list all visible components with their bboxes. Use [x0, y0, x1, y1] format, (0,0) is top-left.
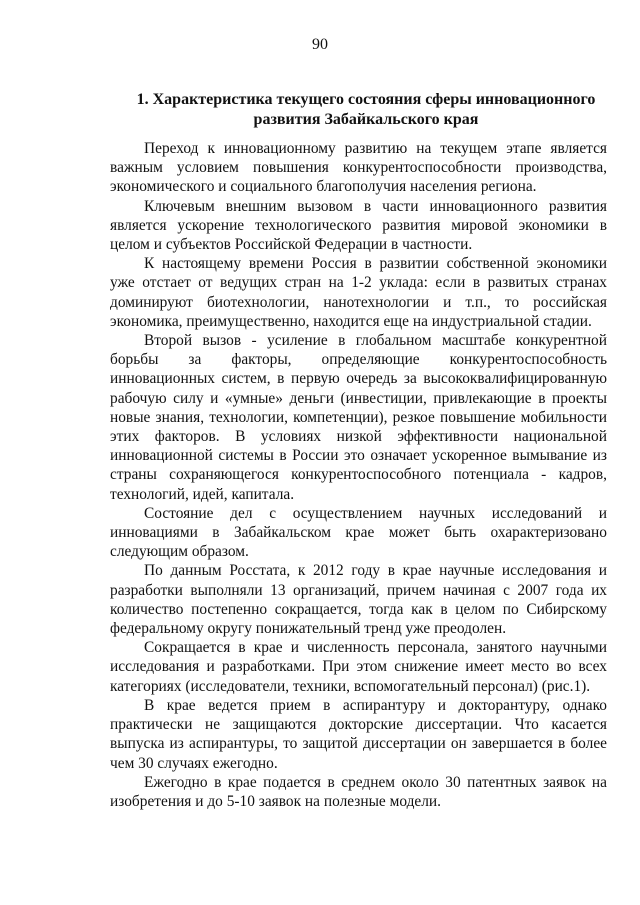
- paragraph-3: К настоящему времени Россия в развитии собственной экономики уже отстает от ведущих стран на 1-2 уклада: если в развитых странах доминируют биотехнологии, нанотехнологии и т.п., то российская экономика, преимущественно, находится еще на индустриальной стадии.: [110, 255, 607, 330]
- paragraph-6: По данным Росстата, к 2012 году в крае научные исследования и разработки выполняли 13 организаций, причем начиная с 2007 года их количество постепенно сокращается, тогда как в целом по Сибирскому федеральному округу понижательный тренд уже преодолен.: [110, 562, 607, 638]
- paragraph-5: Состояние дел с осуществлением научных исследований и инновациями в Забайкальском крае может быть охарактеризовано следующим образом.: [110, 504, 607, 561]
- paragraph-1: Переход к инновационному развитию на текущем этапе является важным условием повышения конкурентоспособности производства, экономического и социального благополучия населения региона.: [110, 140, 607, 196]
- paragraph-7: Сокращается в крае и численность персонала, занятого научными исследования и разработками. При этом снижение имеет место во всех категориях (исследователи, техники, вспомогательный персонал) (рис.1).: [110, 639, 607, 695]
- paragraph-2: Ключевым внешним вызовом в части инновационного развития является ускорение технологического развития мировой экономики в целом и субъектов Российской Федерации в частности.: [110, 197, 607, 254]
- body-text: [110, 139, 607, 811]
- section-heading-line-2: развития Забайкальского края: [253, 111, 479, 128]
- paragraph-4: Второй вызов - усиление в глобальном масштабе конкурентной борьбы за факторы, определяющие конкурентоспособность инновационных систем, в первую очередь за высококвалифицированную рабочую силу и «умные» деньги (инвестиции, привлекающие в проекты новые знания, технологии, компетенции), резкое повышение мобильности этих факторов. В условиях низкой эффективности национальной инновационной системы в России это означает ускоренное вымывание из страны сохраняющегося конкурентоспособного потенциала - кадров, технологий, идей, капитала.: [110, 332, 607, 503]
- paragraph-9: Ежегодно в крае подается в среднем около 30 патентных заявок на изобретения и до 5-10 заявок на полезные модели.: [110, 773, 607, 810]
- page-number: 90: [312, 36, 328, 53]
- paragraph-8: В крае ведется прием в аспирантуру и докторантуру, однако практически не защищаются докторские диссертации. Что касается выпуска из аспирантуры, то защитой диссертации он завершается в более чем 30 случаях ежегодно.: [110, 696, 607, 772]
- section-heading-line-1: 1. Характеристика текущего состояния сферы инновационного: [136, 91, 596, 108]
- section-heading: [128, 90, 604, 130]
